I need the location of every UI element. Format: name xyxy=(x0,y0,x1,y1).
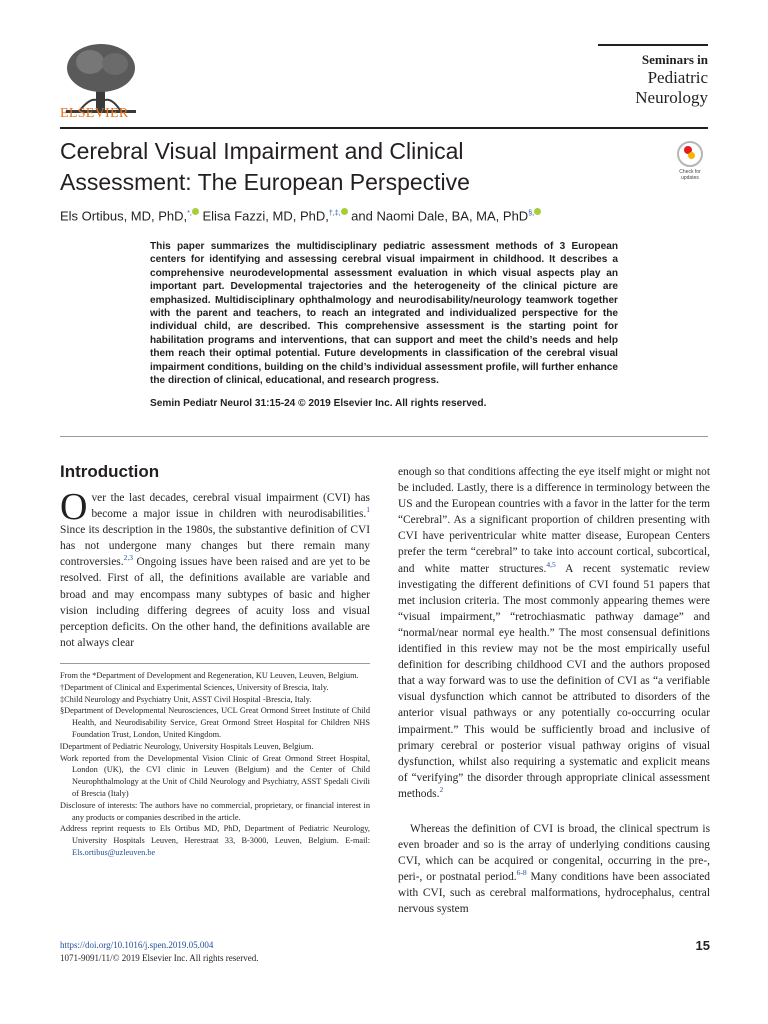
author-ortibus: Els Ortibus, MD, PhD, xyxy=(60,208,188,224)
crossmark-button[interactable] xyxy=(672,141,708,181)
title-line1: Cerebral Visual Impairment and Clinical xyxy=(60,138,464,164)
doi-link[interactable]: https://doi.org/10.1016/j.spen.2019.05.004 xyxy=(60,940,214,950)
author-dale: and Naomi Dale, BA, MA, PhD xyxy=(351,208,529,224)
section-heading-introduction: Introduction xyxy=(60,462,160,481)
orcid-icon[interactable] xyxy=(534,208,541,215)
author-ortibus-affil[interactable]: *, xyxy=(187,210,192,217)
body-right-column: enough so that conditions affecting the eye itself might or might not be included. Lastly, there is a difference in terminology between the US and the European countries with a favor in the latter for the term “Cerebral”. As a significant proportion of children presenting with CVI have periventricular white matter disease, European Centers prefer the term “cerebral” to take into account cortical, subcortical, and white matter structures.$^{4,5}$ A recent systematic review investigating the different definitions of CVI found 51 papers that met inclusion criteria. The most commonly appearing themes were “visual impairment,” “retrochiasmatic pathway damage” and “normal/near normal eye health.” The most consensual definitions identified in this review may not be the most empirically useful definition for describing childhood CVI and the authors proposed that a way forward was to use the definition of CVI as “a verifiable visual dysfunction which cannot be attributed to disorders of the anterior visual pathways or any potentially co-occurring ocular impairment.” This would be sufficiently broad and inclusive of primary cerebral or posterior visual pathway origins of visual dysfunction, whilst also requiring a systematic and explicit means of “verifying” the disorder through appropriate clinical assessment methods.$^2$ xyxy=(398,466,710,800)
reference-link[interactable]: 2,3 xyxy=(123,553,133,563)
author-dale-affil[interactable]: §, xyxy=(528,210,535,217)
body-left-column: Over the last decades, cerebral visual impairment (CVI) has become a major issue in children with neurodisabilities.$^1$ Since its description in the 1980s, the substantive definition of CVI has not undergone many changes but there remain many controversies.$^{2,3}$ Ongoing issues have been raised and are yet to be resolved. First of all, the definitions available are variable and broad and may encompass many subtypes of basic and higher vision including differing degrees of acuity loss and visual perception deficits. On the other hand, the definitions available are not always clear xyxy=(60,486,370,649)
footnote: Disclosure of interests: The authors have no commercial, proprietary, or financial interest in any products or companies described in the article. xyxy=(60,800,370,822)
journal-masthead xyxy=(598,44,708,108)
abstract-rule xyxy=(60,436,708,437)
footnote: §Department of Developmental Neurosciences, UCL Great Ormond Street Institute of Child Health, and Neurodisability Service, Great Ormond Street Hospital for Children NHS Foundation Trust, London, United Kingdom. xyxy=(60,706,370,739)
article-title xyxy=(60,136,620,198)
footnote-address: Address reprint requests to Els Ortibus MD, PhD, Department of Pediatric Neurology, University Hospitals Leuven, Herestraat 33, B-3000, Leuven, Belgium. E-mail: Els.ortibus@uzleuven.be xyxy=(60,824,370,857)
footnote: ‖Department of Pediatric Neurology, University Hospitals Leuven, Belgium. xyxy=(60,741,314,751)
reference-link[interactable]: 6-8 xyxy=(516,868,527,878)
journal-name-line2: Neurology xyxy=(635,88,708,107)
email-link[interactable]: Els.ortibus@uzleuven.be xyxy=(72,847,156,857)
abstract: This paper summarizes the multidisciplinary pediatric assessment methods of 3 European centers for identifying and assessing cerebral visual impairment in childhood. It describes a comprehensive neurodevelopmental assessment evaluation in which visual aspects play an important part. Developmental trajectories and the heterogeneity of the clinical picture are emphasized. Multidisciplinary ophthalmology and neurodisability/neurology teamwork together with the parent and teachers, to reach an integrated and individualized perspective for the individual child, are described. This comprehensive assessment is the starting point for habilitation programs and interventions, that can support and meet the child’s needs and help them reach their optimal potential. Future developments in classification of the cerebral visual impairment conditions, building on the child’s individual assessment profile, will further enhance the direction of clinical, educational, and research progress. xyxy=(150,241,618,387)
journal-prefix: Seminars in xyxy=(641,52,708,67)
footnote: †Department of Clinical and Experimental Sciences, University of Brescia, Italy. xyxy=(60,682,329,692)
crossmark-icon xyxy=(677,141,703,167)
author-list xyxy=(60,208,660,223)
footnote: ‡Child Neurology and Psychiatry Unit, ASST Civil Hospital -Brescia, Italy. xyxy=(60,694,312,704)
citation-line: Semin Pediatr Neurol 31:15-24 © 2019 Elsevier Inc. All rights reserved. xyxy=(150,398,487,409)
journal-name-line1: Pediatric xyxy=(647,68,708,87)
publisher-name: ELSEVIER xyxy=(60,106,129,121)
orcid-icon[interactable] xyxy=(341,208,348,215)
footnotes xyxy=(60,670,370,859)
footnote-rule xyxy=(60,663,370,664)
title-line2: Assessment: The European Perspective xyxy=(60,169,470,195)
header-rule xyxy=(60,127,708,129)
drop-cap: O xyxy=(60,486,88,528)
author-fazzi-affil[interactable]: †,‡, xyxy=(328,210,341,217)
crossmark-label: Check for updates xyxy=(679,169,701,181)
footnote: Work reported from the Developmental Vision Clinic of Great Ormond Street Hospital, London (UK), the CVI clinic in Leuven (Belgium) and the Center of Child Neurophthalmology at the Unit of Child Neurology and Psychiatry, ASST Spedali Civili of Brescia (Italy) xyxy=(60,753,370,798)
orcid-icon[interactable] xyxy=(192,208,199,215)
page-number: 15 xyxy=(695,938,710,953)
reference-link[interactable]: 4,5 xyxy=(546,559,556,569)
copyright: 1071-9091/11/© 2019 Elsevier Inc. All rights reserved. xyxy=(60,953,259,963)
body-right-paragraph-2: Whereas the definition of CVI is broad, the clinical spectrum is even broader and so is the array of underlying conditions causing CVI, which can be acquired or congenital, occurring in the pre-, peri-, or postnatal period.$^{6-8}$ Many conditions have been associated with CVI, such as cerebral malformations, hydrocephalus, central nervous system xyxy=(398,823,710,916)
footnote: From the *Department of Development and Regeneration, KU Leuven, Leuven, Belgium. xyxy=(60,671,359,680)
reference-link[interactable]: 2 xyxy=(439,785,444,795)
reference-link[interactable]: 1 xyxy=(366,505,370,515)
author-fazzi: Elisa Fazzi, MD, PhD, xyxy=(202,208,329,224)
journal-name xyxy=(598,68,708,108)
